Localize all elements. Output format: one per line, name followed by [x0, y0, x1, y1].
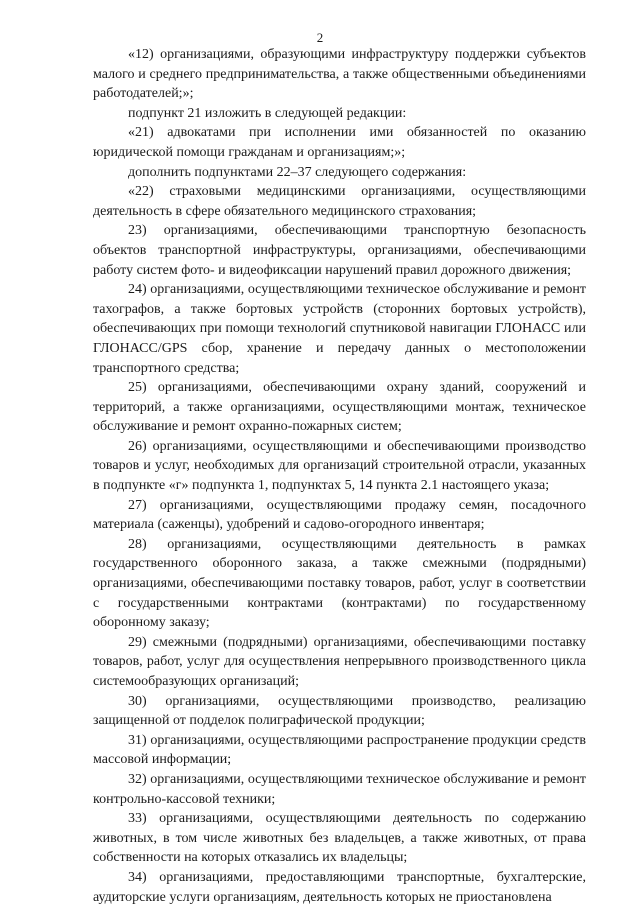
paragraph: 25) организациями, обеспечивающими охрану зданий, сооружений и территорий, а также организациями, осуществляющими монтаж, техническое обслуживание и ремонт охранно-пожарных систем; — [93, 380, 586, 435]
paragraph: 27) организациями, осуществляющими продажу семян, посадочного материала (саженцы), удобрений и садово-огородного инвентаря; — [93, 497, 586, 533]
paragraph: 23) организациями, обеспечивающими транспортную безопасность объектов транспортной инфраструктуры, организациями, обеспечивающими работу систем фото- и видеофиксации нарушений правил дорожного движения; — [93, 223, 586, 278]
paragraph: 34) организациями, предоставляющими транспортные, бухгалтерские, аудиторские услуги организациям, деятельность которых не приостановлена — [93, 869, 586, 905]
paragraph: дополнить подпунктами 22–37 следующего содержания: — [128, 164, 467, 180]
paragraph: 30) организациями, осуществляющими производство, реализацию защищенной от подделок полиграфической продукции; — [93, 693, 586, 729]
paragraph: 31) организациями, осуществляющими распространение продукции средств массовой информации; — [93, 732, 586, 768]
paragraph: 32) организациями, осуществляющими техническое обслуживание и ремонт контрольно-кассовой техники; — [93, 771, 586, 807]
paragraph: 28) организациями, осуществляющими деятельность в рамках государственного оборонного заказа, а также смежными (подрядными) организациями, обеспечивающими поставку товаров, работ, услуг в соответствии с государственными контрактами (контрактами) по государственному оборонному заказу; — [93, 536, 586, 631]
paragraph: 29) смежными (подрядными) организациями, обеспечивающими поставку товаров, работ, услуг для осуществления непрерывного производственного цикла системообразующих организаций; — [93, 634, 586, 689]
document-body — [93, 45, 586, 907]
paragraph: 26) организациями, осуществляющими и обеспечивающими производство товаров и услуг, необходимых для организаций строительной отрасли, указанных в подпункте «г» подпункта 1, подпунктах 5, 14 пункта 2.1 настоящего указа; — [93, 438, 586, 494]
paragraph: 24) организациями, осуществляющими техническое обслуживание и ремонт тахографов, а также бортовых устройств (сторонних бортовых устройств), обеспечивающих при помощи технологий спутниковой навигации ГЛОНАСС или ГЛОНАСС/GPS сбор, хранение и передачу данных о местоположении транспортного средства; — [93, 282, 586, 376]
paragraph: «21) адвокатами при исполнении ими обязанностей по оказанию юридической помощи гражданам и организациям;»; — [93, 125, 586, 160]
paragraph: «22) страховыми медицинскими организациями, осуществляющими деятельность в сфере обязательного медицинского страхования; — [93, 184, 586, 219]
page-number: 2 — [316, 30, 324, 45]
paragraph: подпункт 21 изложить в следующей редакции: — [128, 105, 407, 121]
paragraph: 33) организациями, осуществляющими деятельность по содержанию животных, в том числе животных без владельцев, а также животных, от права собственности на которых отказались их владельцы; — [93, 811, 586, 866]
paragraph: «12) организациями, образующими инфраструктуру поддержки субъектов малого и среднего предпринимательства, а также общественными объединениями работодателей;»; — [93, 47, 586, 102]
